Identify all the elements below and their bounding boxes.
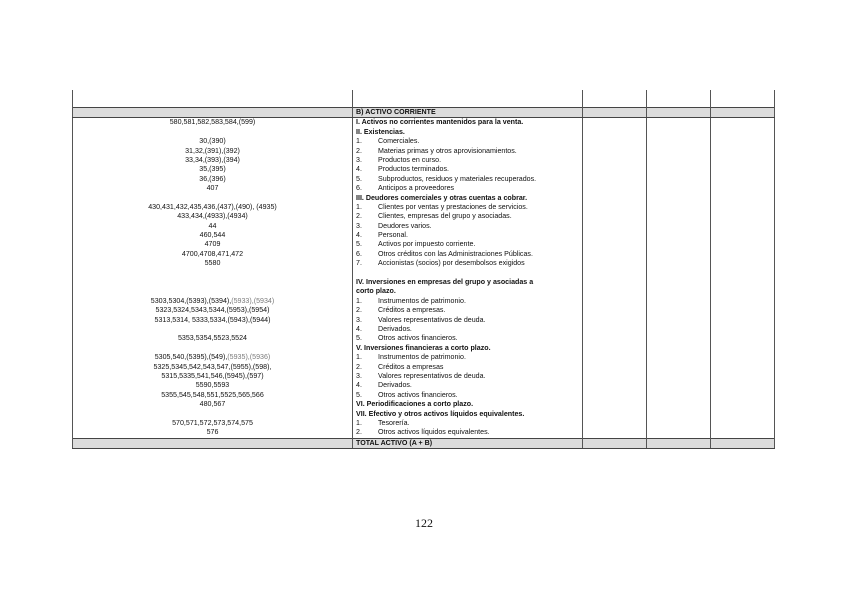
section-header-label: B) ACTIVO CORRIENTE xyxy=(356,108,436,116)
concept-text: Créditos a empresas xyxy=(378,362,444,371)
item-number: 3. xyxy=(356,371,362,380)
concept-text: Subproductos, residuos y materiales recuperados. xyxy=(378,174,537,183)
item-number: 2. xyxy=(356,428,362,437)
account-code-text: 5303,5304,(5393),(5394), xyxy=(150,296,232,305)
section-heading xyxy=(353,278,582,287)
concept-text: Personal. xyxy=(378,231,408,240)
account-code-text: 5355,545,548,551,5525,565,566 xyxy=(161,390,264,399)
concept-text: Clientes por ventas y prestaciones de servicios. xyxy=(378,202,528,211)
concept-item xyxy=(353,316,582,325)
account-code-line xyxy=(73,203,352,212)
item-number: 3. xyxy=(356,221,362,230)
account-code-line xyxy=(73,325,352,334)
account-code-text: 5353,5354,5523,5524 xyxy=(177,334,248,343)
concept-item xyxy=(353,212,582,221)
item-number: 2. xyxy=(356,306,362,315)
account-code-text: 430,431,432,435,436,(437),(490), (4935) xyxy=(148,202,277,211)
item-number: 1. xyxy=(356,418,362,427)
account-code-line xyxy=(73,175,352,184)
section-heading xyxy=(353,128,582,137)
total-value-cell xyxy=(583,438,647,448)
concept-text: Comerciales. xyxy=(378,137,420,146)
account-code-line xyxy=(73,259,352,268)
concept-item xyxy=(353,147,582,156)
concept-item xyxy=(353,325,582,334)
account-code-line xyxy=(73,165,352,174)
account-code-line xyxy=(73,344,352,353)
concept-text: Otros activos líquidos equivalentes. xyxy=(378,428,490,437)
account-code-text: 5315,5335,541,546,(5945),(597) xyxy=(161,371,264,380)
account-code-text: 407 xyxy=(206,184,219,193)
section-heading xyxy=(353,410,582,419)
item-number: 1. xyxy=(356,353,362,362)
account-code-line xyxy=(73,297,352,306)
account-code-text: 30,(390) xyxy=(199,137,226,146)
account-code-text: 460,544 xyxy=(199,231,226,240)
value-column xyxy=(647,118,711,438)
concept-text: Créditos a empresas. xyxy=(378,306,446,315)
account-code-line xyxy=(73,363,352,372)
account-code-text: 570,571,572,573,574,575 xyxy=(172,418,253,427)
item-number: 4. xyxy=(356,325,362,333)
concept-item xyxy=(353,175,582,184)
section-heading xyxy=(353,344,582,353)
concept-item xyxy=(353,419,582,428)
concept-item xyxy=(353,240,582,249)
section-heading xyxy=(353,400,582,409)
concept-item xyxy=(353,334,582,343)
value-column xyxy=(711,118,775,438)
account-code-line xyxy=(73,269,352,278)
top-cell xyxy=(647,90,711,108)
item-number: 2. xyxy=(356,212,362,221)
account-code-line xyxy=(73,156,352,165)
account-code-line xyxy=(73,231,352,240)
table-top-row xyxy=(73,90,775,108)
account-code-line xyxy=(73,240,352,249)
account-code-line xyxy=(73,428,352,437)
account-code-line xyxy=(73,194,352,203)
concept-item xyxy=(353,391,582,400)
item-number: 5. xyxy=(356,334,362,343)
concept-text: Clientes, empresas del grupo y asociadas. xyxy=(378,212,512,221)
concept-text: Accionistas (socios) por desembolsos exigidos xyxy=(378,259,525,268)
concept-text: Materias primas y otros aprovisionamientos. xyxy=(378,146,517,155)
page-number: 122 xyxy=(415,516,433,530)
total-value-cell xyxy=(711,438,775,448)
concept-text: Otros activos financieros. xyxy=(378,334,458,343)
concept-item xyxy=(353,381,582,390)
account-code-text: 5580 xyxy=(204,259,221,268)
total-label-cell xyxy=(353,438,583,448)
account-code-text: 35,(395) xyxy=(199,165,226,174)
concept-text: Valores representativos de deuda. xyxy=(378,371,486,380)
account-code-line xyxy=(73,128,352,137)
concept-text: Derivados. xyxy=(378,381,412,390)
total-value-cell xyxy=(647,438,711,448)
header-empty-cell xyxy=(73,108,353,118)
concept-text: Deudores varios. xyxy=(378,221,432,230)
concept-text: Productos terminados. xyxy=(378,165,449,174)
account-code-text: 36,(396) xyxy=(199,174,226,183)
header-value-cell xyxy=(647,108,711,118)
item-number: 1. xyxy=(356,137,362,146)
top-cell xyxy=(583,90,647,108)
section-header-row xyxy=(73,108,775,118)
concept-text: Derivados. xyxy=(378,325,412,333)
concept-item xyxy=(353,259,582,268)
concept-item xyxy=(353,306,582,315)
account-code-line xyxy=(73,250,352,259)
account-code-line xyxy=(73,287,352,296)
concept-text: Activos por impuesto corriente. xyxy=(378,240,476,249)
item-number: 5. xyxy=(356,240,362,249)
account-code-line xyxy=(73,372,352,381)
top-cell xyxy=(353,90,583,108)
top-cell xyxy=(73,90,353,108)
account-code-text: 4709 xyxy=(204,240,221,249)
account-code-text: 5325,5345,542,543,547,(5955),(598), xyxy=(153,362,272,371)
item-number: 6. xyxy=(356,249,362,258)
concept-item xyxy=(353,372,582,381)
item-number: 7. xyxy=(356,259,362,268)
account-code-secondary: (5933),(5934) xyxy=(231,296,275,305)
section-heading xyxy=(353,287,582,296)
table-body-row xyxy=(73,118,775,438)
concept-item xyxy=(353,297,582,306)
concept-item xyxy=(353,363,582,372)
concept-text: Valores representativos de deuda. xyxy=(378,315,486,324)
value-column xyxy=(583,118,647,438)
concept-text: IV. Inversiones en empresas del grupo y asociadas a xyxy=(356,278,534,287)
concept-item xyxy=(353,428,582,437)
concept-text: Instrumentos de patrimonio. xyxy=(378,353,466,362)
concept-item xyxy=(353,353,582,362)
top-cell xyxy=(711,90,775,108)
concept-text: II. Existencias. xyxy=(356,127,405,136)
concept-text: Tesorería. xyxy=(378,418,410,427)
section-heading xyxy=(353,194,582,203)
concept-text: Otros activos financieros. xyxy=(378,390,458,399)
account-code-line xyxy=(73,137,352,146)
account-code-text: 31,32,(391),(392) xyxy=(185,146,240,155)
concept-text: III. Deudores comerciales y otras cuentas a cobrar. xyxy=(356,193,528,202)
account-code-line xyxy=(73,316,352,325)
header-label-cell xyxy=(353,108,583,118)
item-number: 4. xyxy=(356,165,362,174)
total-label: TOTAL ACTIVO (A + B) xyxy=(356,438,433,447)
account-code-text: 5305,540,(5395),(549), xyxy=(154,353,228,362)
account-codes-column xyxy=(73,118,353,438)
balance-sheet-table xyxy=(72,90,775,449)
header-value-cell xyxy=(583,108,647,118)
concept-item xyxy=(353,222,582,231)
account-code-line xyxy=(73,184,352,193)
account-code-text: 576 xyxy=(206,428,219,437)
item-number: 3. xyxy=(356,315,362,324)
item-number: 2. xyxy=(356,146,362,155)
concept-column xyxy=(353,118,583,438)
account-code-text: 5313,5314, 5333,5334,(5943),(5944) xyxy=(154,315,271,324)
item-number: 3. xyxy=(356,155,362,164)
account-code-line xyxy=(73,381,352,390)
concept-text: Instrumentos de patrimonio. xyxy=(378,296,466,305)
concept-item xyxy=(353,231,582,240)
account-code-text: 5323,5324,5343,5344,(5953),(5954) xyxy=(155,306,270,315)
account-code-text: 4700,4708,471,472 xyxy=(181,249,244,258)
item-number: 4. xyxy=(356,231,362,240)
concept-item xyxy=(353,165,582,174)
concept-text: corto plazo. xyxy=(356,287,396,296)
concept-item xyxy=(353,184,582,193)
account-code-text: 44 xyxy=(208,221,217,230)
concept-item xyxy=(353,137,582,146)
account-code-text: 33,34,(393),(394) xyxy=(185,155,240,164)
concept-item xyxy=(353,156,582,165)
account-code-line xyxy=(73,391,352,400)
section-heading xyxy=(353,118,582,127)
total-empty-cell xyxy=(73,438,353,448)
account-code-line xyxy=(73,400,352,409)
account-code-line xyxy=(73,118,352,127)
account-code-secondary: (5935),(5936) xyxy=(227,353,271,362)
account-code-text: 580,581,582,583,584,(599) xyxy=(169,118,256,127)
account-code-line xyxy=(73,212,352,221)
account-code-line xyxy=(73,410,352,419)
concept-item xyxy=(353,250,582,259)
blank-line xyxy=(353,269,582,278)
item-number: 4. xyxy=(356,381,362,390)
header-value-cell xyxy=(711,108,775,118)
item-number: 1. xyxy=(356,202,362,211)
account-code-text: 5590,5593 xyxy=(195,381,230,390)
item-number: 5. xyxy=(356,174,362,183)
account-code-line xyxy=(73,353,352,362)
item-number: 5. xyxy=(356,390,362,399)
concept-text: Productos en curso. xyxy=(378,155,442,164)
total-row xyxy=(73,438,775,448)
concept-text: VI. Periodificaciones a corto plazo. xyxy=(356,400,474,409)
account-code-line xyxy=(73,419,352,428)
concept-text: V. Inversiones financieras a corto plazo. xyxy=(356,343,491,352)
item-number: 2. xyxy=(356,362,362,371)
concept-text: Otros créditos con las Administraciones Públicas. xyxy=(378,249,533,258)
concept-text: Anticipos a proveedores xyxy=(378,184,455,193)
account-code-line xyxy=(73,278,352,287)
account-code-text: 433,434,(4933),(4934) xyxy=(177,212,248,221)
concept-text: I. Activos no corrientes mantenidos para la venta. xyxy=(356,118,524,127)
concept-text: VII. Efectivo y otros activos líquidos equivalentes. xyxy=(356,409,525,418)
account-code-line xyxy=(73,222,352,231)
item-number: 6. xyxy=(356,184,362,193)
account-code-line xyxy=(73,147,352,156)
account-code-line xyxy=(73,334,352,343)
account-code-text: 480,567 xyxy=(199,400,226,409)
concept-item xyxy=(353,203,582,212)
account-code-line xyxy=(73,306,352,315)
item-number: 1. xyxy=(356,296,362,305)
